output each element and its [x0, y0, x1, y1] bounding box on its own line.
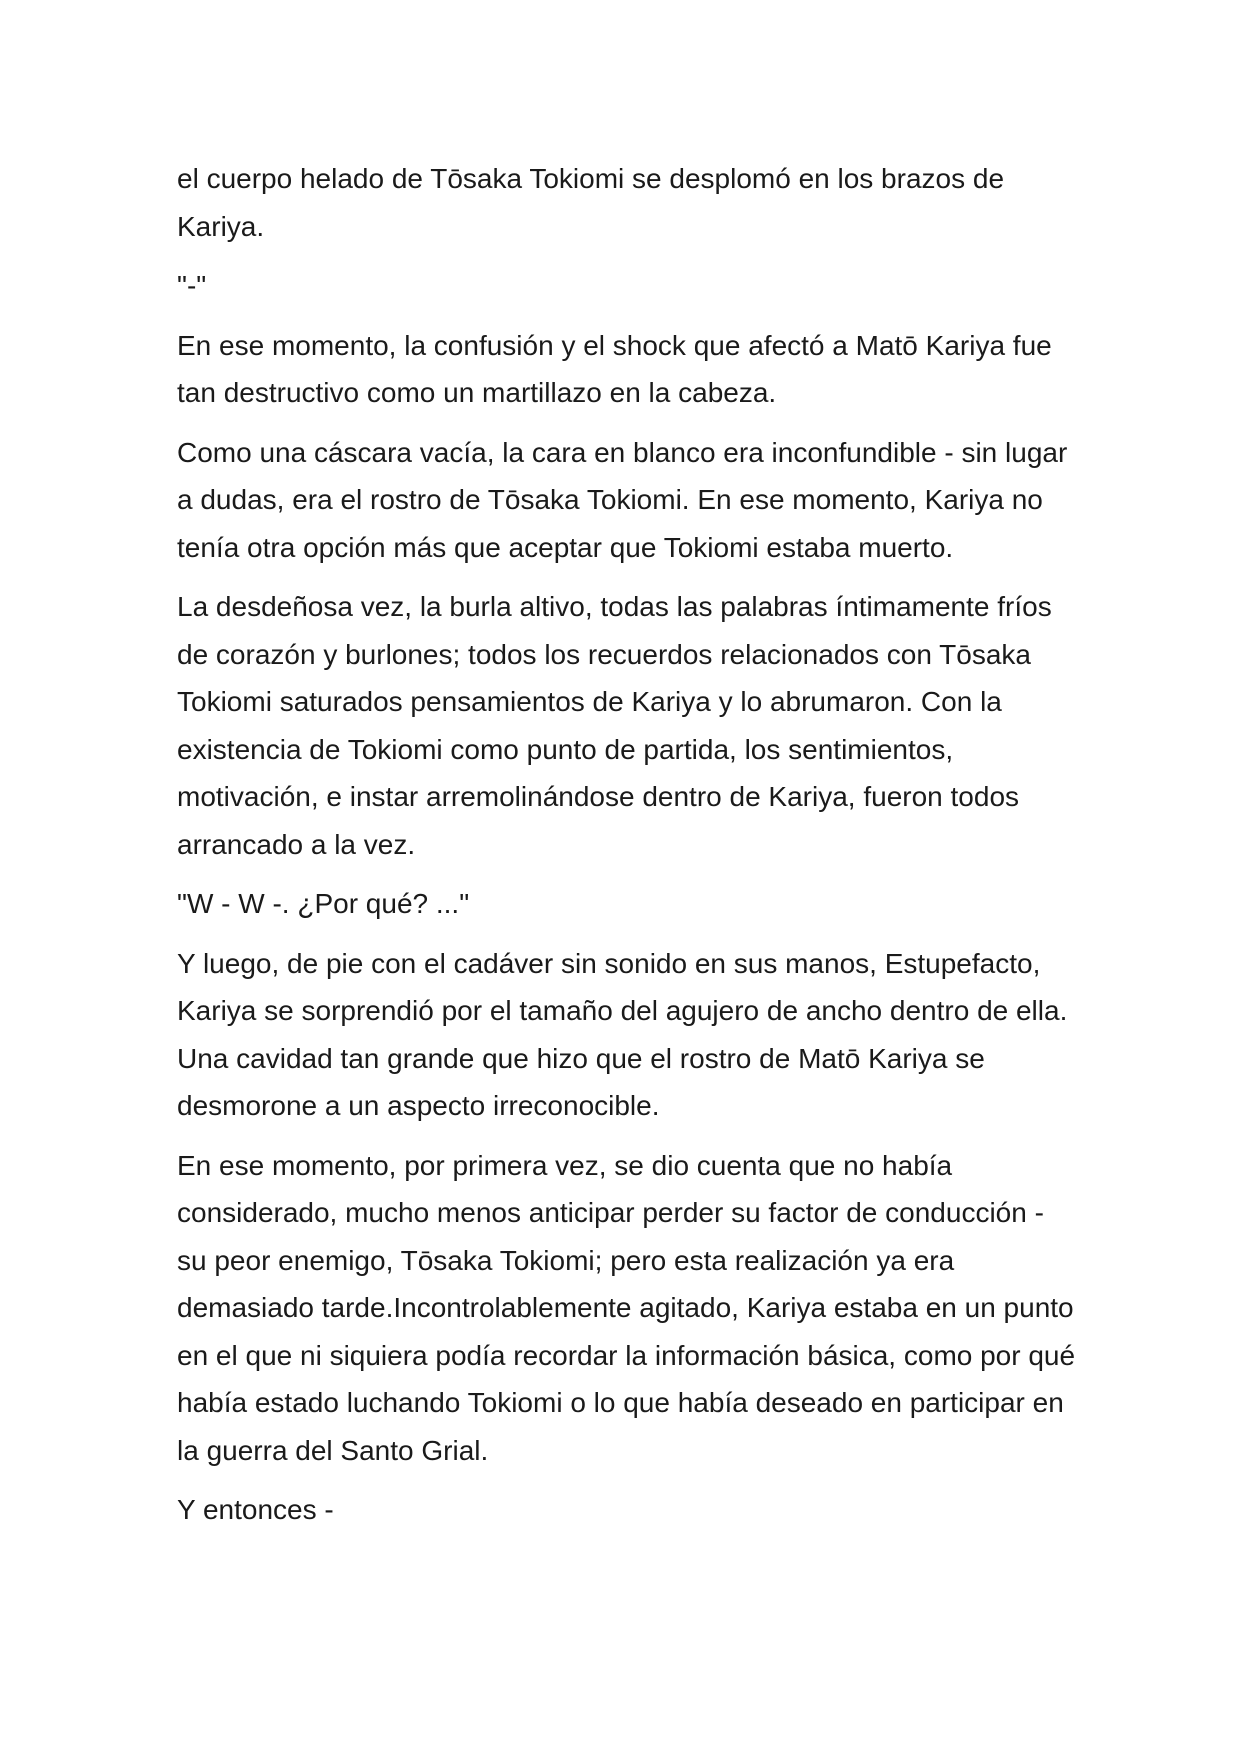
paragraph-2: "-"	[177, 270, 207, 301]
paragraph-1: el cuerpo helado de Tōsaka Tokiomi se desplomó en los brazos de Kariya.	[177, 163, 1005, 242]
paragraph-4: Como una cáscara vacía, la cara en blanco era inconfundible - sin lugar a dudas, era el rostro de Tōsaka Tokiomi. En ese momento, Kariya no tenía otra opción más que aceptar que Tokiomi estaba muerto.	[177, 436, 1068, 563]
paragraph-3: En ese momento, la confusión y el shock que afectó a Matō Kariya fue tan destructivo como un martillazo en la cabeza.	[177, 329, 1052, 408]
paragraph-9: Y entonces -	[177, 1494, 334, 1525]
paragraph-7: Y luego, de pie con el cadáver sin sonido en sus manos, Estupefacto, Kariya se sorprendió por el tamaño del agujero de ancho dentro de ella. Una cavidad tan grande que hizo que el rostro de Matō Kariya se desmorone a un aspecto irreconocible.	[177, 947, 1068, 1121]
paragraph-6: "W - W -. ¿Por qué? ..."	[177, 888, 470, 919]
paragraph-8: En ese momento, por primera vez, se dio cuenta que no había considerado, mucho menos anticipar perder su factor de conducción - su peor enemigo, Tōsaka Tokiomi; pero esta realización ya era demasiado tarde.Incontrolablemente agitado, Kariya estaba en un punto en el que ni siquiera podía recordar la información básica, como por qué había estado luchando Tokiomi o lo que había deseado en participar en la guerra del Santo Grial.	[177, 1149, 1076, 1466]
paragraph-5: La desdeñosa vez, la burla altivo, todas las palabras íntimamente fríos de corazón y burlones; todos los recuerdos relacionados con Tōsaka Tokiomi saturados pensamientos de Kariya y lo abrumaron. Con la existencia de Tokiomi como punto de partida, los sentimientos, motivación, e instar arremolinándose dentro de Kariya, fueron todos arrancado a la vez.	[177, 591, 1052, 860]
text-column	[177, 155, 1077, 1546]
